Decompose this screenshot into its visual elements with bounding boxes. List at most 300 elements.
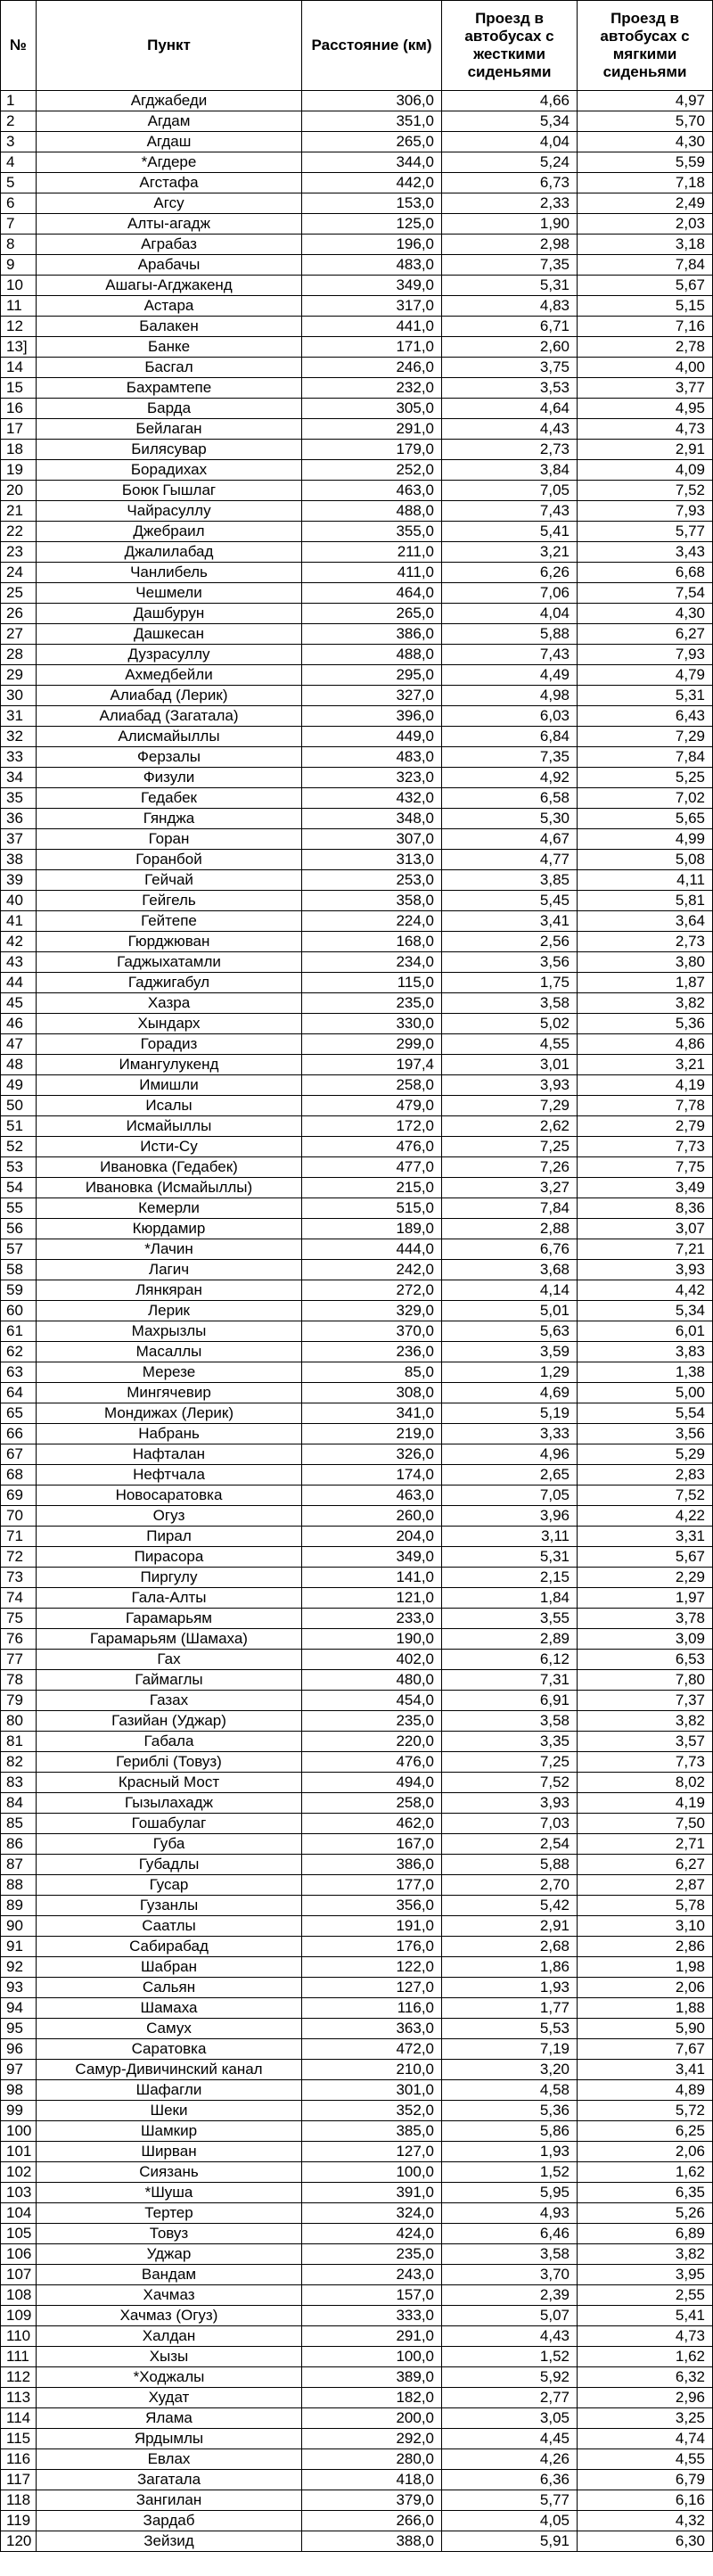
distance-km: 479,0 xyxy=(302,1096,442,1116)
distance-km: 211,0 xyxy=(302,542,442,563)
header-soft-seats-fare: Проезд в автобусах с мягкими сиденьями xyxy=(578,1,713,91)
hard-seats-fare: 7,35 xyxy=(442,255,578,276)
distance-km: 379,0 xyxy=(302,2490,442,2511)
table-row xyxy=(1,1280,713,1301)
distance-km: 153,0 xyxy=(302,193,442,214)
hard-seats-fare: 6,36 xyxy=(442,2470,578,2490)
row-number: 42 xyxy=(1,932,37,952)
table-row xyxy=(1,911,713,932)
point-name: Агсу xyxy=(37,193,302,214)
distance-km: 200,0 xyxy=(302,2408,442,2429)
table-row xyxy=(1,2265,713,2285)
hard-seats-fare: 3,58 xyxy=(442,1711,578,1732)
table-row xyxy=(1,1198,713,1219)
table-row xyxy=(1,1957,713,1978)
hard-seats-fare: 5,88 xyxy=(442,1855,578,1875)
row-number: 107 xyxy=(1,2265,37,2285)
point-name: Агстафа xyxy=(37,173,302,193)
distance-km: 174,0 xyxy=(302,1465,442,1486)
distance-km: 388,0 xyxy=(302,2531,442,2552)
distance-km: 344,0 xyxy=(302,152,442,173)
hard-seats-fare: 4,58 xyxy=(442,2080,578,2101)
hard-seats-fare: 5,01 xyxy=(442,1301,578,1321)
soft-seats-fare: 5,36 xyxy=(578,1014,713,1034)
soft-seats-fare: 6,01 xyxy=(578,1321,713,1342)
table-row xyxy=(1,2060,713,2080)
point-name: Загатала xyxy=(37,2470,302,2490)
distance-km: 191,0 xyxy=(302,1916,442,1937)
distance-km: 258,0 xyxy=(302,1075,442,1096)
point-name: Гаджигабул xyxy=(37,973,302,993)
soft-seats-fare: 5,77 xyxy=(578,522,713,542)
row-number: 95 xyxy=(1,2019,37,2039)
soft-seats-fare: 2,03 xyxy=(578,214,713,235)
distance-km: 233,0 xyxy=(302,1609,442,1629)
point-name: Зардаб xyxy=(37,2511,302,2531)
header-point: Пункт xyxy=(37,1,302,91)
distance-km: 100,0 xyxy=(302,2162,442,2183)
row-number: 26 xyxy=(1,604,37,624)
distance-km: 402,0 xyxy=(302,1650,442,1670)
row-number: 56 xyxy=(1,1219,37,1239)
soft-seats-fare: 5,54 xyxy=(578,1403,713,1424)
point-name: Ширван xyxy=(37,2142,302,2162)
hard-seats-fare: 7,43 xyxy=(442,501,578,522)
table-row xyxy=(1,686,713,706)
soft-seats-fare: 3,82 xyxy=(578,993,713,1014)
soft-seats-fare: 2,78 xyxy=(578,337,713,358)
table-row xyxy=(1,378,713,399)
row-number: 106 xyxy=(1,2244,37,2265)
row-number: 45 xyxy=(1,993,37,1014)
row-number: 74 xyxy=(1,1588,37,1609)
point-name: Гянджа xyxy=(37,809,302,829)
soft-seats-fare: 6,32 xyxy=(578,2367,713,2388)
row-number: 15 xyxy=(1,378,37,399)
table-row xyxy=(1,1670,713,1691)
table-row xyxy=(1,1383,713,1403)
point-name: Лагич xyxy=(37,1260,302,1280)
hard-seats-fare: 7,29 xyxy=(442,1096,578,1116)
row-number: 109 xyxy=(1,2306,37,2326)
distance-km: 246,0 xyxy=(302,358,442,378)
point-name: Хазра xyxy=(37,993,302,1014)
soft-seats-fare: 1,98 xyxy=(578,1957,713,1978)
row-number: 43 xyxy=(1,952,37,973)
hard-seats-fare: 4,43 xyxy=(442,2326,578,2347)
row-number: 97 xyxy=(1,2060,37,2080)
table-row xyxy=(1,993,713,1014)
table-row xyxy=(1,1321,713,1342)
point-name: Агдам xyxy=(37,111,302,132)
point-name: Джебраил xyxy=(37,522,302,542)
table-row xyxy=(1,2470,713,2490)
distance-km: 396,0 xyxy=(302,706,442,727)
row-number: 114 xyxy=(1,2408,37,2429)
hard-seats-fare: 6,46 xyxy=(442,2224,578,2244)
point-name: Газах xyxy=(37,1691,302,1711)
table-row xyxy=(1,1342,713,1362)
hard-seats-fare: 1,90 xyxy=(442,214,578,235)
row-number: 118 xyxy=(1,2490,37,2511)
row-number: 62 xyxy=(1,1342,37,1362)
hard-seats-fare: 5,45 xyxy=(442,891,578,911)
table-row xyxy=(1,1937,713,1957)
hard-seats-fare: 2,73 xyxy=(442,440,578,460)
row-number: 47 xyxy=(1,1034,37,1055)
soft-seats-fare: 3,64 xyxy=(578,911,713,932)
table-row xyxy=(1,276,713,296)
distance-km: 242,0 xyxy=(302,1260,442,1280)
hard-seats-fare: 3,85 xyxy=(442,870,578,891)
distance-km: 125,0 xyxy=(302,214,442,235)
row-number: 49 xyxy=(1,1075,37,1096)
point-name: Лянкяран xyxy=(37,1280,302,1301)
soft-seats-fare: 5,70 xyxy=(578,111,713,132)
distance-km: 177,0 xyxy=(302,1875,442,1896)
table-row xyxy=(1,727,713,747)
distance-km: 260,0 xyxy=(302,1506,442,1527)
distance-km: 189,0 xyxy=(302,1219,442,1239)
soft-seats-fare: 4,99 xyxy=(578,829,713,850)
row-number: 21 xyxy=(1,501,37,522)
hard-seats-fare: 5,31 xyxy=(442,276,578,296)
distance-km: 385,0 xyxy=(302,2121,442,2142)
header-row xyxy=(1,1,713,91)
row-number: 104 xyxy=(1,2203,37,2224)
row-number: 1 xyxy=(1,91,37,111)
soft-seats-fare: 7,52 xyxy=(578,481,713,501)
row-number: 88 xyxy=(1,1875,37,1896)
soft-seats-fare: 4,00 xyxy=(578,358,713,378)
point-name: Барда xyxy=(37,399,302,419)
row-number: 61 xyxy=(1,1321,37,1342)
hard-seats-fare: 5,24 xyxy=(442,152,578,173)
distance-km: 127,0 xyxy=(302,2142,442,2162)
row-number: 98 xyxy=(1,2080,37,2101)
hard-seats-fare: 4,96 xyxy=(442,1444,578,1465)
soft-seats-fare: 6,43 xyxy=(578,706,713,727)
hard-seats-fare: 2,88 xyxy=(442,1219,578,1239)
distance-km: 329,0 xyxy=(302,1301,442,1321)
distance-km: 386,0 xyxy=(302,1855,442,1875)
table-row xyxy=(1,1896,713,1916)
hard-seats-fare: 6,26 xyxy=(442,563,578,583)
row-number: 100 xyxy=(1,2121,37,2142)
distance-km: 472,0 xyxy=(302,2039,442,2060)
soft-seats-fare: 3,21 xyxy=(578,1055,713,1075)
point-name: Чанлибель xyxy=(37,563,302,583)
soft-seats-fare: 1,62 xyxy=(578,2347,713,2367)
row-number: 63 xyxy=(1,1362,37,1383)
table-row xyxy=(1,2490,713,2511)
table-row xyxy=(1,1444,713,1465)
distance-km: 515,0 xyxy=(302,1198,442,1219)
point-name: Алисмайыллы xyxy=(37,727,302,747)
distance-km: 476,0 xyxy=(302,1752,442,1773)
soft-seats-fare: 7,02 xyxy=(578,788,713,809)
row-number: 37 xyxy=(1,829,37,850)
point-name: Зейзид xyxy=(37,2531,302,2552)
soft-seats-fare: 4,22 xyxy=(578,1506,713,1527)
point-name: Ярдымлы xyxy=(37,2429,302,2449)
point-name: Физули xyxy=(37,768,302,788)
soft-seats-fare: 4,30 xyxy=(578,604,713,624)
point-name: Гызылахадж xyxy=(37,1793,302,1814)
hard-seats-fare: 4,66 xyxy=(442,91,578,111)
point-name: Товуз xyxy=(37,2224,302,2244)
hard-seats-fare: 5,53 xyxy=(442,2019,578,2039)
row-number: 105 xyxy=(1,2224,37,2244)
distance-km: 301,0 xyxy=(302,2080,442,2101)
soft-seats-fare: 7,73 xyxy=(578,1752,713,1773)
distance-km: 432,0 xyxy=(302,788,442,809)
soft-seats-fare: 3,07 xyxy=(578,1219,713,1239)
table-row xyxy=(1,768,713,788)
soft-seats-fare: 4,79 xyxy=(578,665,713,686)
hard-seats-fare: 7,05 xyxy=(442,481,578,501)
row-number: 51 xyxy=(1,1116,37,1137)
hard-seats-fare: 2,33 xyxy=(442,193,578,214)
table-row xyxy=(1,91,713,111)
table-row xyxy=(1,952,713,973)
point-name: Бахрамтепе xyxy=(37,378,302,399)
soft-seats-fare: 4,73 xyxy=(578,419,713,440)
row-number: 60 xyxy=(1,1301,37,1321)
distance-km: 219,0 xyxy=(302,1424,442,1444)
soft-seats-fare: 5,00 xyxy=(578,1383,713,1403)
point-name: Гаджыхатамли xyxy=(37,952,302,973)
table-row xyxy=(1,1691,713,1711)
point-name: Алиабад (Лерик) xyxy=(37,686,302,706)
soft-seats-fare: 1,97 xyxy=(578,1588,713,1609)
hard-seats-fare: 7,25 xyxy=(442,1752,578,1773)
point-name: Шафагли xyxy=(37,2080,302,2101)
point-name: *Ходжалы xyxy=(37,2367,302,2388)
point-name: Гарамарьям xyxy=(37,1609,302,1629)
row-number: 117 xyxy=(1,2470,37,2490)
table-row xyxy=(1,583,713,604)
table-row xyxy=(1,1157,713,1178)
table-row xyxy=(1,2388,713,2408)
table-row xyxy=(1,563,713,583)
soft-seats-fare: 3,57 xyxy=(578,1732,713,1752)
soft-seats-fare: 7,84 xyxy=(578,747,713,768)
point-name: Огуз xyxy=(37,1506,302,1527)
distance-km: 424,0 xyxy=(302,2224,442,2244)
distance-km: 182,0 xyxy=(302,2388,442,2408)
hard-seats-fare: 5,91 xyxy=(442,2531,578,2552)
distance-km: 308,0 xyxy=(302,1383,442,1403)
soft-seats-fare: 5,34 xyxy=(578,1301,713,1321)
row-number: 79 xyxy=(1,1691,37,1711)
soft-seats-fare: 5,81 xyxy=(578,891,713,911)
soft-seats-fare: 7,84 xyxy=(578,255,713,276)
table-row xyxy=(1,132,713,152)
point-name: Хачмаз (Огуз) xyxy=(37,2306,302,2326)
hard-seats-fare: 6,12 xyxy=(442,1650,578,1670)
row-number: 54 xyxy=(1,1178,37,1198)
distance-km: 464,0 xyxy=(302,583,442,604)
row-number: 92 xyxy=(1,1957,37,1978)
hard-seats-fare: 5,77 xyxy=(442,2490,578,2511)
soft-seats-fare: 3,82 xyxy=(578,2244,713,2265)
soft-seats-fare: 7,21 xyxy=(578,1239,713,1260)
soft-seats-fare: 8,02 xyxy=(578,1773,713,1793)
distance-km: 236,0 xyxy=(302,1342,442,1362)
distance-km: 454,0 xyxy=(302,1691,442,1711)
table-row xyxy=(1,973,713,993)
point-name: Дашбурун xyxy=(37,604,302,624)
table-row xyxy=(1,1465,713,1486)
point-name: Банке xyxy=(37,337,302,358)
point-name: Дузрасуллу xyxy=(37,645,302,665)
point-name: Дашкесан xyxy=(37,624,302,645)
soft-seats-fare: 2,86 xyxy=(578,1937,713,1957)
distance-km: 391,0 xyxy=(302,2183,442,2203)
hard-seats-fare: 3,68 xyxy=(442,1260,578,1280)
header-distance: Расстояние (км) xyxy=(302,1,442,91)
soft-seats-fare: 5,78 xyxy=(578,1896,713,1916)
soft-seats-fare: 4,19 xyxy=(578,1075,713,1096)
hard-seats-fare: 4,67 xyxy=(442,829,578,850)
distance-km: 349,0 xyxy=(302,1547,442,1568)
hard-seats-fare: 7,84 xyxy=(442,1198,578,1219)
table-row xyxy=(1,214,713,235)
hard-seats-fare: 2,68 xyxy=(442,1937,578,1957)
table-row xyxy=(1,2306,713,2326)
soft-seats-fare: 3,31 xyxy=(578,1527,713,1547)
soft-seats-fare: 7,93 xyxy=(578,501,713,522)
point-name: Гах xyxy=(37,1650,302,1670)
table-row xyxy=(1,1075,713,1096)
table-row xyxy=(1,1629,713,1650)
point-name: Зангилан xyxy=(37,2490,302,2511)
table-row xyxy=(1,337,713,358)
header-hard-seats-fare: Проезд в автобусах с жесткими сиденьями xyxy=(442,1,578,91)
point-name: Гаймаглы xyxy=(37,1670,302,1691)
table-row xyxy=(1,1219,713,1239)
point-name: Гериблі (Товуз) xyxy=(37,1752,302,1773)
header-number: № xyxy=(1,1,37,91)
hard-seats-fare: 3,93 xyxy=(442,1075,578,1096)
soft-seats-fare: 7,67 xyxy=(578,2039,713,2060)
point-name: Алиабад (Загатала) xyxy=(37,706,302,727)
hard-seats-fare: 2,77 xyxy=(442,2388,578,2408)
row-number: 4 xyxy=(1,152,37,173)
hard-seats-fare: 2,62 xyxy=(442,1116,578,1137)
soft-seats-fare: 2,83 xyxy=(578,1465,713,1486)
soft-seats-fare: 3,93 xyxy=(578,1260,713,1280)
hard-seats-fare: 2,39 xyxy=(442,2285,578,2306)
table-row xyxy=(1,1362,713,1383)
soft-seats-fare: 3,25 xyxy=(578,2408,713,2429)
hard-seats-fare: 3,59 xyxy=(442,1342,578,1362)
row-number: 34 xyxy=(1,768,37,788)
point-name: Ашагы-Агджакенд xyxy=(37,276,302,296)
hard-seats-fare: 4,77 xyxy=(442,850,578,870)
table-row xyxy=(1,1014,713,1034)
row-number: 33 xyxy=(1,747,37,768)
hard-seats-fare: 4,83 xyxy=(442,296,578,317)
row-number: 5 xyxy=(1,173,37,193)
soft-seats-fare: 6,35 xyxy=(578,2183,713,2203)
distance-km: 291,0 xyxy=(302,419,442,440)
table-row xyxy=(1,152,713,173)
soft-seats-fare: 2,73 xyxy=(578,932,713,952)
point-name: Пиргулу xyxy=(37,1568,302,1588)
hard-seats-fare: 2,98 xyxy=(442,235,578,255)
point-name: *Агдере xyxy=(37,152,302,173)
table-row xyxy=(1,399,713,419)
soft-seats-fare: 7,16 xyxy=(578,317,713,337)
distance-km: 351,0 xyxy=(302,111,442,132)
distance-km: 323,0 xyxy=(302,768,442,788)
row-number: 20 xyxy=(1,481,37,501)
table-row xyxy=(1,624,713,645)
hard-seats-fare: 6,03 xyxy=(442,706,578,727)
hard-seats-fare: 2,65 xyxy=(442,1465,578,1486)
soft-seats-fare: 3,41 xyxy=(578,2060,713,2080)
point-name: Чайрасуллу xyxy=(37,501,302,522)
point-name: Шабран xyxy=(37,1957,302,1978)
table-body xyxy=(1,91,713,2552)
distance-km: 341,0 xyxy=(302,1403,442,1424)
distance-km: 235,0 xyxy=(302,993,442,1014)
hard-seats-fare: 4,26 xyxy=(442,2449,578,2470)
point-name: Ивановка (Исмайыллы) xyxy=(37,1178,302,1198)
hard-seats-fare: 4,05 xyxy=(442,2511,578,2531)
point-name: Джалилабад xyxy=(37,542,302,563)
point-name: Пирасора xyxy=(37,1547,302,1568)
hard-seats-fare: 1,84 xyxy=(442,1588,578,1609)
row-number: 17 xyxy=(1,419,37,440)
soft-seats-fare: 7,93 xyxy=(578,645,713,665)
hard-seats-fare: 7,35 xyxy=(442,747,578,768)
hard-seats-fare: 3,21 xyxy=(442,542,578,563)
table-row xyxy=(1,481,713,501)
hard-seats-fare: 2,89 xyxy=(442,1629,578,1650)
row-number: 120 xyxy=(1,2531,37,2552)
hard-seats-fare: 4,49 xyxy=(442,665,578,686)
distance-km: 171,0 xyxy=(302,337,442,358)
distance-km: 483,0 xyxy=(302,255,442,276)
distance-km: 418,0 xyxy=(302,2470,442,2490)
hard-seats-fare: 1,75 xyxy=(442,973,578,993)
hard-seats-fare: 6,76 xyxy=(442,1239,578,1260)
point-name: Лерик xyxy=(37,1301,302,1321)
distance-km: 141,0 xyxy=(302,1568,442,1588)
table-row xyxy=(1,665,713,686)
hard-seats-fare: 7,19 xyxy=(442,2039,578,2060)
table-row xyxy=(1,1260,713,1280)
table-row xyxy=(1,788,713,809)
table-row xyxy=(1,440,713,460)
distance-km: 295,0 xyxy=(302,665,442,686)
table-row xyxy=(1,1814,713,1834)
distance-km: 232,0 xyxy=(302,378,442,399)
soft-seats-fare: 3,78 xyxy=(578,1609,713,1629)
hard-seats-fare: 4,14 xyxy=(442,1280,578,1301)
row-number: 90 xyxy=(1,1916,37,1937)
row-number: 39 xyxy=(1,870,37,891)
hard-seats-fare: 3,58 xyxy=(442,993,578,1014)
row-number: 44 xyxy=(1,973,37,993)
distance-km: 477,0 xyxy=(302,1157,442,1178)
distance-km: 196,0 xyxy=(302,235,442,255)
table-row xyxy=(1,193,713,214)
table-row xyxy=(1,1486,713,1506)
